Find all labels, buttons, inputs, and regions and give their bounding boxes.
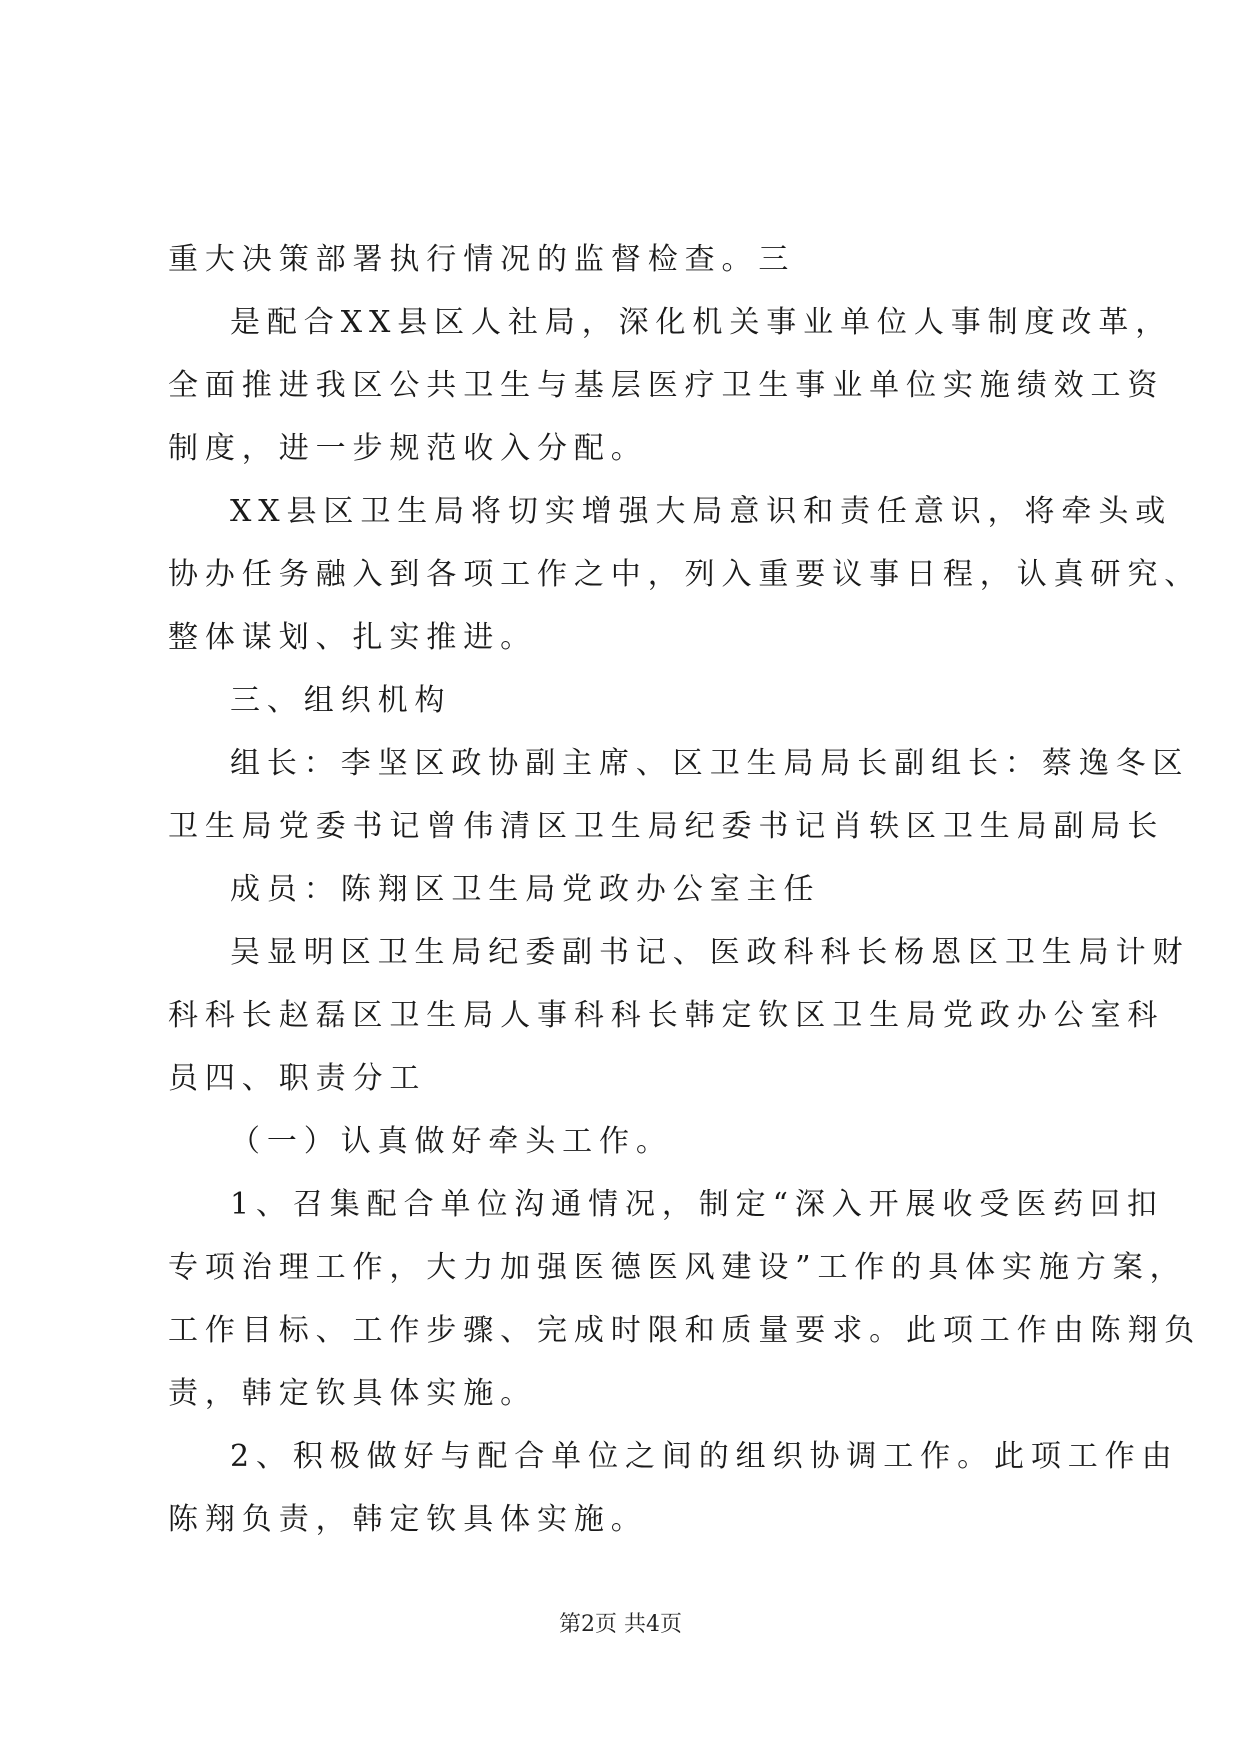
text-line: 重大决策部署执行情况的监督检查。三 <box>168 242 796 277</box>
text-line: 吴显明区卫生局纪委副书记、医政科科长杨恩区卫生局计财 <box>230 935 1190 970</box>
text-line: 整体谋划、扎实推进。 <box>168 620 537 655</box>
text-line: 制度，进一步规范收入分配。 <box>168 431 648 466</box>
text-line: 科科长赵磊区卫生局人事科科长韩定钦区卫生局党政办公室科 <box>168 998 1165 1033</box>
text-line: XX县区卫生局将切实增强大局意识和责任意识，将牵头或 <box>230 494 1173 529</box>
text-line: 全面推进我区公共卫生与基层医疗卫生事业单位实施绩效工资 <box>168 368 1165 403</box>
text-line: 责，韩定钦具体实施。 <box>168 1376 537 1411</box>
page-number-footer: 第2页 共4页 <box>559 1612 682 1637</box>
document-body <box>168 228 1202 1551</box>
text-line: 组长：李坚区政协副主席、区卫生局局长副组长：蔡逸冬区 <box>230 746 1190 781</box>
text-line: 卫生局党委书记曾伟清区卫生局纪委书记肖轶区卫生局副局长 <box>168 809 1165 844</box>
text-line: 2、积极做好与配合单位之间的组织协调工作。此项工作由 <box>230 1439 1179 1474</box>
text-line: 专项治理工作，大力加强医德医风建设”工作的具体实施方案， <box>168 1250 1187 1285</box>
text-line: 成员：陈翔区卫生局党政办公室主任 <box>230 872 821 907</box>
subsection-heading: （一）认真做好牵头工作。 <box>230 1124 673 1159</box>
text-line: 是配合XX县区人社局，深化机关事业单位人事制度改革， <box>230 305 1173 340</box>
text-line: 1、召集配合单位沟通情况，制定“深入开展收受医药回扣 <box>230 1187 1164 1222</box>
text-line: 协办任务融入到各项工作之中，列入重要议事日程，认真研究、 <box>168 557 1202 592</box>
text-line: 员四、职责分工 <box>168 1061 427 1096</box>
section-heading: 三、组织机构 <box>230 683 452 718</box>
text-line: 工作目标、工作步骤、完成时限和质量要求。此项工作由陈翔负 <box>168 1313 1202 1348</box>
text-line: 陈翔负责，韩定钦具体实施。 <box>168 1502 648 1537</box>
